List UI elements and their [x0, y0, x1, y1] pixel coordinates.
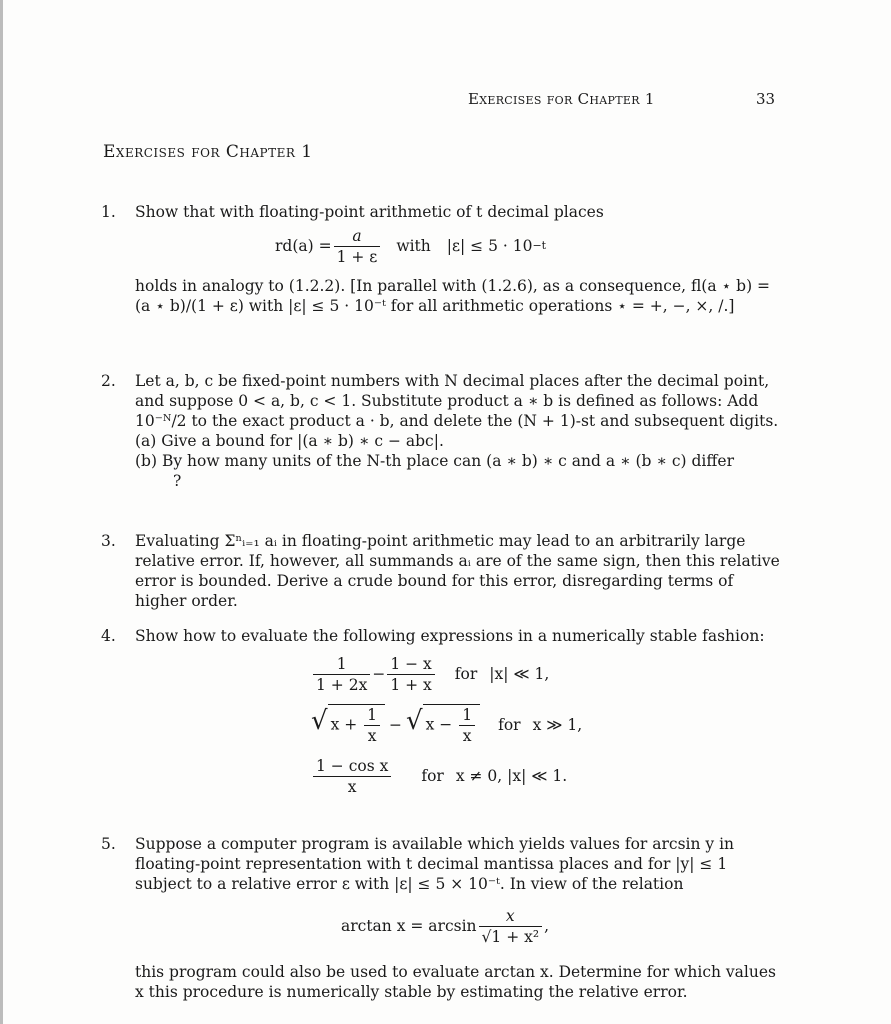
exercise-number: 1.: [101, 203, 116, 221]
expression-3-for: for: [421, 767, 444, 785]
exercise-number: 5.: [101, 835, 116, 853]
exercise-5-text: Suppose a computer program is available which yields values for arcsin y in floating-point representation with t decimal mantissa places and for |y| ≤ 1 subject to a relative error ε with |ε| ≤ 5 × 10⁻ᵗ. In view of the relation: [135, 835, 735, 893]
radical-sign: √: [406, 706, 423, 736]
exercise-5-text2: this program could also be used to evaluate arctan x. Determine for which values x this procedure is numerically stable by estimating the relative error.: [135, 963, 776, 1001]
exercise-number: 3.: [101, 532, 116, 550]
exercise-2: [101, 371, 781, 491]
running-head: Exercises for Chapter 1: [468, 90, 655, 108]
fraction-numerator: 1: [367, 706, 378, 724]
exercise-5-display: [341, 898, 781, 954]
radicand: [423, 704, 480, 746]
fraction-denominator: 1 + 2x: [313, 674, 370, 695]
fraction-denominator: √1 + x²: [479, 926, 543, 947]
expression-3-fraction: [313, 756, 391, 797]
display-lhs: rd(a) =: [275, 237, 332, 255]
fraction-numerator: 1 − x: [390, 654, 432, 673]
radicand-prefix: x −: [425, 715, 453, 734]
exercise-1-display: [275, 222, 781, 270]
expression-1-fraction-b: [387, 654, 434, 695]
minus-sign: −: [372, 665, 386, 683]
expression-1-fraction-a: [313, 654, 370, 695]
exercise-4: [101, 626, 781, 800]
sqrt-term-1: [311, 704, 385, 746]
radicand-prefix: x +: [330, 715, 358, 734]
exercise-3-text: Evaluating Σⁿᵢ₌₁ aᵢ in floating-point arithmetic may lead to an arbitrarily large relative error. If, however, all summands aᵢ are of the same sign, then this relative error is bounded. Derive a crude bound for this error, disregarding terms of higher order.: [135, 532, 780, 610]
minus-sign: −: [389, 716, 403, 734]
display-fraction: [334, 226, 381, 267]
exercise-1: [101, 202, 781, 316]
display-fraction: [479, 906, 543, 947]
page-edge: [0, 0, 3, 1024]
radicand: [328, 704, 385, 746]
exercise-1-text: holds in analogy to (1.2.2). [In parallel with (1.2.6), as a consequence, fl(a ⋆ b) = (a ⋆ b)/(1 + ε) with |ε| ≤ 5 · 10⁻ᵗ for all arithmetic operations ⋆ = +, −, ×, /.]: [135, 277, 771, 315]
fraction-denominator: x: [459, 725, 475, 746]
page-number: 33: [756, 90, 776, 108]
expression-3-condition: x ≠ 0, |x| ≪ 1.: [455, 767, 568, 785]
display-trail: ,: [544, 917, 550, 935]
display-exponent: −t: [532, 239, 547, 252]
fraction-denominator: 1 + x: [387, 674, 434, 695]
sqrt-term-2: [406, 704, 480, 746]
exercise-1-intro: Show that with floating-point arithmetic of t decimal places: [135, 203, 604, 221]
exercise-4-text: Show how to evaluate the following expressions in a numerically stable fashion:: [135, 627, 765, 645]
expression-1: [311, 650, 781, 698]
expression-3: [311, 752, 781, 800]
expression-1-condition: |x| ≪ 1,: [489, 665, 550, 683]
exercise-2-part-a: (a) Give a bound for |(a ∗ b) ∗ c − abc|.: [135, 432, 444, 450]
expression-2-condition: x ≫ 1,: [532, 716, 583, 734]
display-with: with: [396, 237, 431, 255]
display-lhs: arctan x = arcsin: [341, 917, 477, 935]
fraction-denominator: x: [364, 725, 380, 746]
exercise-number: 2.: [101, 372, 116, 390]
fraction-numerator: x: [505, 906, 515, 925]
exercise-2-text: Let a, b, c be fixed-point numbers with N decimal places after the decimal point, and suppose 0 < a, b, c < 1. Substitute product a ∗ b is defined as follows: Add 10⁻ᴺ/2 to the exact product a · b, and delete the (N + 1)-st and subsequent digits.: [135, 372, 779, 430]
fraction-numerator: 1: [336, 654, 347, 673]
exercise-number: 4.: [101, 627, 116, 645]
section-title: Exercises for Chapter 1: [103, 142, 313, 162]
fraction-numerator: a: [352, 226, 362, 245]
expression-1-for: for: [454, 665, 478, 683]
exercise-2-part-b-end: ?: [173, 472, 182, 490]
exercise-3: [101, 531, 781, 611]
fraction-denominator: x: [313, 776, 391, 797]
radicand-fraction: [364, 705, 380, 746]
radicand-fraction: [459, 705, 475, 746]
exercise-2-part-b: (b) By how many units of the N-th place can (a ∗ b) ∗ c and a ∗ (b ∗ c) differ: [135, 452, 734, 470]
expression-2: [311, 698, 781, 752]
fraction-numerator: 1 − cos x: [316, 756, 389, 775]
display-condition: |ε| ≤ 5 · 10: [446, 237, 533, 255]
radical-sign: √: [311, 706, 328, 736]
fraction-numerator: 1: [462, 706, 473, 724]
exercise-5: [101, 834, 781, 1002]
fraction-denominator: 1 + ε: [334, 246, 381, 267]
expression-2-for: for: [498, 716, 521, 734]
